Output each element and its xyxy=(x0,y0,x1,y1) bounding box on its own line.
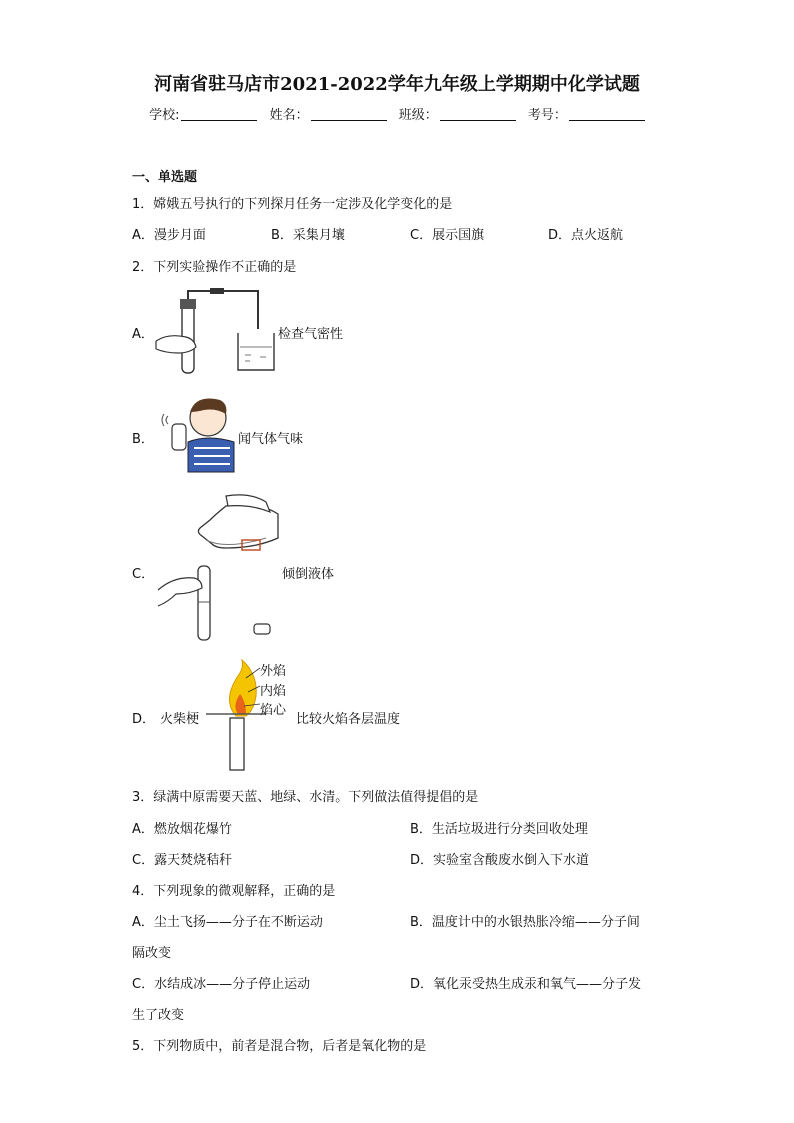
q4-option-c[interactable]: C．水结成冰——分子停止运动 xyxy=(132,977,311,992)
q2-option-c-letter[interactable]: C． xyxy=(132,567,155,582)
q4-option-d[interactable]: D．氧化汞受热生成汞和氧气——分子发 xyxy=(410,977,642,992)
q2-stem: 2．下列实验操作不正确的是 xyxy=(132,260,297,275)
q1-option-b[interactable]: B．采集月壤 xyxy=(271,228,345,243)
q1-option-c[interactable]: C．展示国旗 xyxy=(410,228,485,243)
q2-option-a-letter[interactable]: A． xyxy=(132,327,154,342)
match-stick-label: 火柴梗 xyxy=(160,712,200,727)
inner-flame-label: 内焰 xyxy=(260,684,287,699)
q4-stem: 4．下列现象的微观解释，正确的是 xyxy=(132,884,336,899)
q2-option-d-letter[interactable]: D． xyxy=(132,712,156,727)
flame-core-label: 焰心 xyxy=(260,703,287,718)
pour-liquid-illustration xyxy=(156,494,286,644)
q5-stem: 5．下列物质中，前者是混合物，后者是氧化物的是 xyxy=(132,1039,427,1054)
q2-option-d-caption: 比较火焰各层温度 xyxy=(296,712,401,727)
outer-flame-label: 外焰 xyxy=(260,664,287,679)
q2-option-c-caption: 倾倒液体 xyxy=(282,567,335,582)
q3-option-c[interactable]: C．露天焚烧秸秆 xyxy=(132,853,233,868)
q4-option-d-continued: 生了改变 xyxy=(132,1008,185,1023)
q3-option-b[interactable]: B．生活垃圾进行分类回收处理 xyxy=(410,822,588,837)
exam-number-field[interactable]: 考号： xyxy=(528,104,645,123)
q2-option-b-caption: 闻气体气味 xyxy=(238,432,304,447)
school-field[interactable]: 学校: xyxy=(149,104,257,123)
q3-option-a[interactable]: A．燃放烟花爆竹 xyxy=(132,822,232,837)
q1-option-d[interactable]: D．点火返航 xyxy=(548,228,624,243)
q3-option-d[interactable]: D．实验室含酸废水倒入下水道 xyxy=(410,853,590,868)
q4-option-a[interactable]: A．尘土飞扬——分子在不断运动 xyxy=(132,915,323,930)
class-field[interactable]: 班级： xyxy=(399,104,516,123)
q2-option-b-letter[interactable]: B． xyxy=(132,432,154,447)
q4-option-b[interactable]: B．温度计中的水银热胀冷缩——分子间 xyxy=(410,915,640,930)
q2-option-a-caption: 检查气密性 xyxy=(278,327,344,342)
q3-stem: 3．绿满中原需要天蓝、地绿、水清。下列做法值得提倡的是 xyxy=(132,790,479,805)
student-info-row xyxy=(0,104,794,123)
airtightness-check-illustration xyxy=(150,285,280,377)
page-title: 河南省驻马店市2021-2022学年九年级上学期期中化学试题 xyxy=(154,74,640,95)
smell-gas-illustration xyxy=(160,392,242,474)
q1-stem: 1．嫦娥五号执行的下列探月任务一定涉及化学变化的是 xyxy=(132,197,453,212)
q1-option-a[interactable]: A．漫步月面 xyxy=(132,228,206,243)
section-heading: 一、单选题 xyxy=(132,170,198,185)
q4-option-b-continued: 隔改变 xyxy=(132,946,172,961)
name-field[interactable]: 姓名： xyxy=(270,104,387,123)
